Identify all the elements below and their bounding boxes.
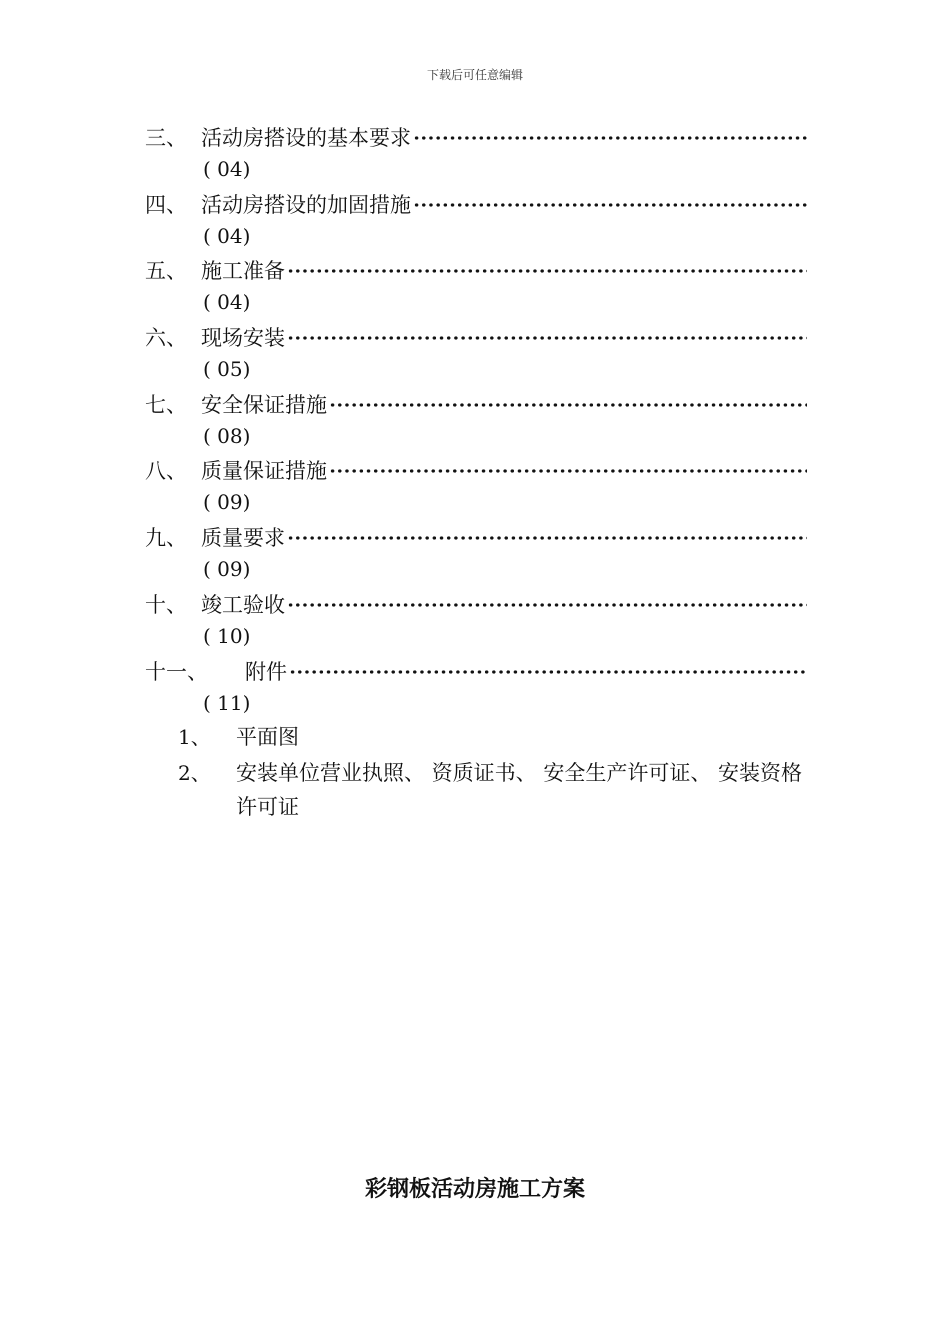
page-header-note: 下载后可任意编辑 — [426, 68, 523, 82]
toc-entry-8 — [145, 453, 807, 520]
toc-entry-10 — [145, 587, 807, 654]
toc-page-number: ( 08) — [203, 423, 251, 448]
attachment-list — [178, 720, 808, 826]
toc-title: 活动房搭设的基本要求 — [201, 126, 411, 150]
toc-entry-7 — [145, 387, 807, 454]
toc-title: 质量保证措施 — [201, 459, 327, 484]
toc-number: 四、 — [145, 192, 187, 217]
toc-title: 活动房搭设的加固措施 — [201, 192, 411, 217]
toc-dot-leader — [287, 536, 807, 540]
toc-title: 施工准备 — [201, 259, 285, 284]
table-of-contents — [145, 120, 807, 720]
toc-dot-leader — [329, 469, 807, 473]
toc-number: 十一、 — [145, 659, 208, 684]
toc-page-number: ( 09) — [203, 490, 251, 515]
toc-entry-11 — [145, 654, 807, 721]
toc-title: 现场安装 — [201, 326, 285, 351]
toc-title: 附件 — [245, 659, 287, 684]
document-title: 彩钢板活动房施工方案 — [364, 1177, 585, 1202]
toc-dot-leader — [329, 403, 807, 407]
toc-dot-leader — [289, 670, 807, 674]
attachment-item — [178, 720, 808, 754]
toc-page-number: ( 04) — [203, 223, 251, 248]
toc-dot-leader — [287, 269, 807, 273]
toc-number: 九、 — [145, 526, 187, 551]
toc-entry-6 — [145, 320, 807, 387]
attachment-text: 平面图 — [236, 725, 299, 749]
attachment-text: 安装单位营业执照、 资质证书、 安全生产许可证、 安装资格许可证 — [236, 761, 803, 819]
toc-entry-5 — [145, 253, 807, 320]
toc-entry-4 — [145, 187, 807, 254]
toc-number: 六、 — [145, 326, 187, 351]
toc-dot-leader — [413, 203, 807, 207]
toc-number: 三、 — [145, 126, 187, 150]
toc-dot-leader — [287, 336, 807, 340]
toc-dot-leader — [413, 136, 807, 140]
attachment-number: 1、 — [178, 725, 211, 749]
attachment-item — [178, 756, 808, 824]
toc-page-number: ( 09) — [203, 557, 251, 582]
toc-dot-leader — [287, 603, 807, 607]
attachment-number: 2、 — [178, 761, 211, 785]
toc-title: 竣工验收 — [201, 592, 285, 617]
toc-number: 七、 — [145, 392, 187, 417]
toc-title: 安全保证措施 — [201, 392, 327, 417]
toc-page-number: ( 10) — [203, 623, 251, 648]
toc-number: 十、 — [145, 592, 187, 617]
toc-title: 质量要求 — [201, 526, 285, 551]
toc-page-number: ( 11) — [203, 690, 251, 715]
toc-entry-9 — [145, 520, 807, 587]
toc-page-number: ( 04) — [203, 157, 251, 181]
toc-number: 五、 — [145, 259, 187, 284]
toc-page-number: ( 04) — [203, 290, 251, 315]
toc-entry-3 — [145, 120, 807, 187]
toc-number: 八、 — [145, 459, 187, 484]
toc-page-number: ( 05) — [203, 357, 251, 382]
